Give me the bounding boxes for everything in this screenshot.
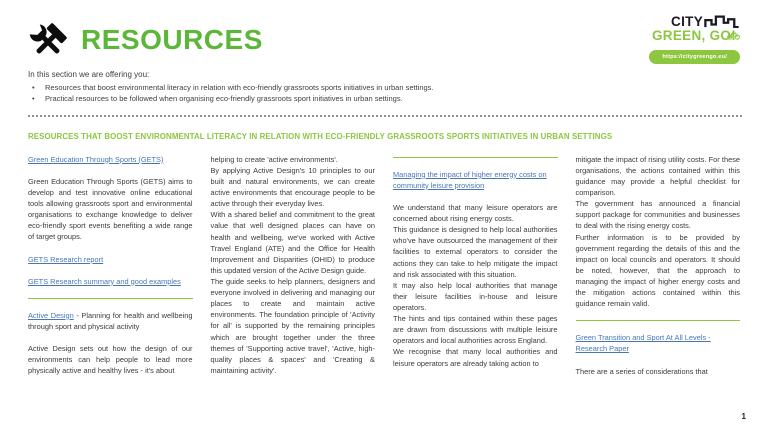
body-paragraph: The government has announced a financial support package for communities and businesses to deal with the rising energy costs. [575, 199, 740, 231]
resource-link[interactable]: Green Education Through Sports (GETS) [28, 154, 164, 164]
section-heading: RESOURCES THAT BOOST ENVIRONMENTAL LITERACY IN RELATION WITH ECO-FRIENDLY GRASSROOTS SPORTS INITIATIVES IN URBAN SETTINGS [28, 131, 613, 141]
resource-link[interactable]: Active Design [28, 310, 74, 320]
body-paragraph: With a shared belief and commitment to the great value that well designed places can have on health and wellbeing, we've worked with Active Travel England (ATE) and the Office for Health Improvement and Disparities (OHID) to produce this updated version of the Active Design guide. [210, 210, 375, 275]
header [0, 0, 768, 64]
logo-line2-group [652, 29, 740, 43]
content-column-1 [28, 154, 193, 377]
body-paragraph: We understand that many leisure operators are concerned about rising energy costs. [393, 202, 558, 224]
resource-link[interactable]: GETS Research report [28, 254, 104, 264]
page-number: 1 [741, 412, 746, 421]
body-paragraph: We recognise that many local authorities and leisure operators are already taking action to [393, 347, 558, 368]
body-paragraph: By applying Active Design's 10 principles to our built and natural environments, we can create active environments that encourage people to be active through their everyday lives. [210, 165, 375, 209]
body-paragraph: mitigate the impact of rising utility costs. For these organisations, the actions contained within this guidance may provide a helpful checklist for comparison. [575, 154, 740, 198]
body-paragraph: Green Education Through Sports (GETS) aims to develop and test innovative online educational tools allowing grassroots sport and environmental organisations to exchange knowledge to deliver eco-friendly sport events benefiting a wide range of target groups. [28, 176, 193, 242]
resource-link[interactable]: Green Transition and Sport At All Levels - Research Paper [575, 333, 711, 354]
skyline-icon [704, 14, 740, 28]
dotted-divider [28, 115, 742, 117]
logo [649, 14, 740, 64]
content-column-4 [576, 154, 741, 377]
resource-link[interactable]: GETS Research summary and good examples [28, 276, 181, 286]
intro-section [28, 70, 740, 105]
tools-icon [28, 22, 68, 62]
intro-lead: In this section we are offering you: [28, 69, 150, 79]
logo-city-text: CITY [671, 13, 703, 29]
page-title: RESOURCES [81, 24, 263, 55]
body-paragraph: Active Design - Planning for health and wellbeing through sport and physical activity [28, 310, 193, 331]
content-column-2 [211, 154, 376, 377]
website-url-button[interactable]: https://citygreengo.eu/ [649, 50, 740, 64]
body-paragraph: There are a series of considerations that [575, 366, 708, 376]
logo-line1 [671, 14, 740, 28]
column-divider [28, 298, 193, 299]
column-divider [576, 320, 741, 321]
column-divider [393, 157, 558, 158]
intro-bullet: • Resources that boost environmental literacy in relation with eco-friendly grassroots sports initiatives in urban settings. [28, 82, 740, 94]
logo-green-text: GREEN, GO! [651, 28, 736, 43]
body-paragraph: helping to create 'active environments'. [210, 154, 338, 164]
intro-bullet-list [28, 82, 740, 105]
resource-link[interactable]: Managing the impact of higher energy costs on community leisure provision [393, 169, 547, 190]
body-paragraph: This guidance is designed to help local authorities who've have outsourced the management of their facilities to external operators to consider the actions they can take to help mitigate the impact and risk associated with this situation. [393, 225, 558, 279]
content-columns [28, 154, 740, 377]
body-paragraph: It may also help local authorities that manage their leisure facilities in-house and leisure operators. [393, 280, 558, 312]
intro-bullet: • Practical resources to be followed when organising eco-friendly grassroots sport initiatives in urban settings. [28, 93, 740, 105]
content-column-3 [393, 154, 558, 377]
bicycle-icon [727, 29, 740, 38]
body-paragraph: The guide seeks to help planners, designers and everyone involved in delivering and managing our places to create and maintain active environments. The foundation principle of 'Activity for all' is supported by the remaining principles which are brought together under the three themes of 'Supporting active travel', 'Active, high-quality places & spaces' and 'Creating & maintaining activity'. [210, 276, 375, 375]
body-paragraph: The hints and tips contained within these pages are drawn from discussions with multiple leisure operators and local authorities across England. [393, 314, 558, 346]
body-paragraph: Further information is to be provided by government regarding the details of this and the impact on local councils and operators. It should be noted, however, that the approach to managing the impact of higher energy costs and the mitigation actions contained within this guidance remain valid. [575, 232, 740, 309]
header-title-group [28, 22, 263, 62]
body-paragraph: Active Design sets out how the design of our environments can help people to lead more physically active and healthy lives - it's about [28, 343, 193, 376]
